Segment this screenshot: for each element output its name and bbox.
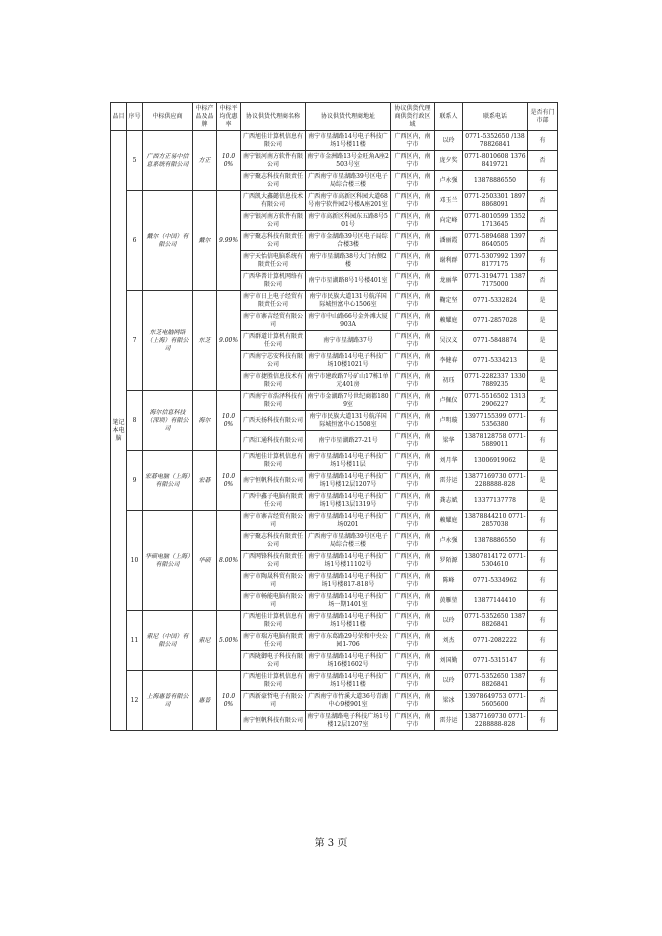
supply-region-cell: 广西区内，南宁市	[391, 711, 435, 731]
supply-region-cell: 广西区内，南宁市	[391, 471, 435, 491]
store-cell: 有	[528, 651, 558, 671]
supplier-cell: 东芝电脑网络（上海）有限公司	[143, 291, 193, 391]
agent-address-cell: 南宁市星湖路38号大门右侧2楼	[306, 251, 391, 271]
agent-address-cell: 广西南宁市星湖路39号区电子局综合楼三楼	[306, 171, 391, 191]
phone-cell: 0771-5334213	[463, 351, 528, 371]
supply-region-cell: 广西区内，南宁市	[391, 551, 435, 571]
agent-address-cell: 南宁市星湖路27-21号	[306, 431, 391, 451]
phone-cell: 13006919062	[463, 451, 528, 471]
phone-cell: 13878844210 0771-2857038	[463, 511, 528, 531]
supplier-cell: 上海惠普有限公司	[143, 671, 193, 731]
contact-cell: 卢永强	[435, 531, 463, 551]
brand-cell: 戴尔	[193, 191, 217, 291]
supply-region-cell: 广西区内，南宁市	[391, 651, 435, 671]
supply-region-cell: 广西区内，南宁市	[391, 231, 435, 251]
discount-cell: 9.99%	[217, 191, 241, 291]
header-cell: 协议供货代理商地址	[306, 103, 391, 131]
contact-cell: 雷芬运	[435, 471, 463, 491]
supplier-cell: 广西方正易中信息系统有限公司	[143, 131, 193, 191]
phone-cell: 13807814172 0771-5304610	[463, 551, 528, 571]
table-row	[111, 611, 558, 631]
contact-cell: 卢明璇	[435, 411, 463, 431]
agent-address-cell: 南宁市星湖路14号电子科技广场1号楼11楼	[306, 131, 391, 151]
header-row	[111, 103, 558, 131]
agent-address-cell: 南宁市星湖路37号	[306, 331, 391, 351]
store-cell: 是	[528, 351, 558, 371]
phone-cell: 0771-2503301 18978868091	[463, 191, 528, 211]
page-number: 第 3 页	[314, 838, 348, 849]
phone-cell: 0771-5315147	[463, 651, 528, 671]
contact-cell: 吴汉义	[435, 331, 463, 351]
supply-region-cell: 广西区内，南宁市	[391, 371, 435, 391]
supplier-cell: 戴尔（中国）有限公司	[143, 191, 193, 291]
store-cell: 无	[528, 391, 558, 411]
supply-region-cell: 广西区内，南宁市	[391, 211, 435, 231]
store-cell: 有	[528, 631, 558, 651]
supply-region-cell: 广西区内，南宁市	[391, 251, 435, 271]
store-cell: 是	[528, 331, 558, 351]
phone-cell: 0771-8010608 13768419721	[463, 151, 528, 171]
discount-cell: 10.00%	[217, 451, 241, 511]
agent-name-cell: 广西新豪哲电子有限公司	[241, 691, 306, 711]
store-cell: 否	[528, 231, 558, 251]
phone-cell: 0771-5352650 13878826841	[463, 671, 528, 691]
supply-region-cell: 广西区内，南宁市	[391, 271, 435, 291]
seq-cell: 11	[127, 611, 143, 671]
supplier-cell: 海尔信息科技（深圳）有限公司	[143, 391, 193, 451]
contact-cell: 罗陌源	[435, 551, 463, 571]
header-cell: 序号	[127, 103, 143, 131]
supply-region-cell: 广西区内，南宁市	[391, 491, 435, 511]
phone-cell: 0771-3194771 13877175000	[463, 271, 528, 291]
supply-region-cell: 广西区内，南宁市	[391, 531, 435, 551]
header-cell: 联系人	[435, 103, 463, 131]
agent-address-cell: 南宁市星湖路14号电子科技广场1号楼817-818号	[306, 571, 391, 591]
agent-address-cell: 南宁市建政路7号矿山17栋1单元401房	[306, 371, 391, 391]
supply-region-cell: 广西区内，南宁市	[391, 451, 435, 471]
store-cell: 有	[528, 671, 558, 691]
store-cell: 有	[528, 551, 558, 571]
agent-address-cell: 南宁市星湖路14号电子科技广场16楼1602号	[306, 651, 391, 671]
store-cell: 有	[528, 711, 558, 731]
supply-region-cell: 广西区内，南宁市	[391, 611, 435, 631]
supply-region-cell: 广西区内，南宁市	[391, 351, 435, 371]
contact-cell: 李健春	[435, 351, 463, 371]
agent-name-cell: 广西旭佳计算机信息有限公司	[241, 671, 306, 691]
supply-region-cell: 广西区内，南宁市	[391, 171, 435, 191]
agent-name-cell: 南宁聚志科技有限责任公司	[241, 171, 306, 191]
discount-cell: 10.00%	[217, 131, 241, 191]
store-cell: 是	[528, 471, 558, 491]
agent-address-cell: 南宁市星湖路14号电子科技广场0201	[306, 511, 391, 531]
store-cell: 否	[528, 211, 558, 231]
contact-cell: 以玲	[435, 131, 463, 151]
phone-cell: 0771-5848874	[463, 331, 528, 351]
header-cell: 中标产品及品牌	[193, 103, 217, 131]
seq-cell: 8	[127, 391, 143, 451]
agent-name-cell: 广西群道计算机有限责任公司	[241, 331, 306, 351]
supply-region-cell: 广西区内，南宁市	[391, 191, 435, 211]
agent-address-cell: 南宁市星湖路8号1号楼401室	[306, 271, 391, 291]
phone-cell: 0771-8010599 13521713645	[463, 211, 528, 231]
contact-cell: 卢佩仪	[435, 391, 463, 411]
agent-name-cell: 南宁市日上电子经贸有限责任公司	[241, 291, 306, 311]
phone-cell: 13877144410	[463, 591, 528, 611]
supply-region-cell: 广西区内，南宁市	[391, 571, 435, 591]
agent-address-cell: 南宁市高新区科园东五路8号501号	[306, 211, 391, 231]
agent-name-cell: 广西南宁市浩泽科技有限公司	[241, 391, 306, 411]
category-cell: 笔记本电脑	[111, 131, 127, 731]
phone-cell: 13977155399 0771-5356380	[463, 411, 528, 431]
contact-cell: 邓玉兰	[435, 191, 463, 211]
agent-name-cell: 广西江通科技有限公司	[241, 431, 306, 451]
contact-cell: 赖耀庭	[435, 311, 463, 331]
phone-cell: 0771-5352650 /13878826841	[463, 131, 528, 151]
contact-cell: 刘国勤	[435, 651, 463, 671]
table-body	[111, 131, 558, 731]
agent-address-cell: 南宁市民族大道131号航洋国际城恒富中心1508室	[306, 411, 391, 431]
header-cell: 协议供货代理商名称	[241, 103, 306, 131]
contact-cell: 鞠定坚	[435, 291, 463, 311]
agent-address-cell: 广西南宁市高新区科园大道68号南宁软件园2号楼A座201室	[306, 191, 391, 211]
store-cell: 是	[528, 311, 558, 331]
agent-name-cell: 广西天扬科技有限公司	[241, 411, 306, 431]
brand-cell: 方正	[193, 131, 217, 191]
seq-cell: 6	[127, 191, 143, 291]
phone-cell: 0771-5516502 13132906227	[463, 391, 528, 411]
table-row	[111, 451, 558, 471]
phone-cell: 0771-5307992 13978177175	[463, 251, 528, 271]
phone-cell: 0771-2857028	[463, 311, 528, 331]
header-cell: 是否有门市部	[528, 103, 558, 131]
agent-name-cell: 南宁市捷胜信息技术有限公司	[241, 371, 306, 391]
brand-cell: 海尔	[193, 391, 217, 451]
agent-name-cell: 南宁恒帆科技有限公司	[241, 471, 306, 491]
store-cell: 是	[528, 291, 558, 311]
agent-address-cell: 南宁市金湖路7号世纪商都1809室	[306, 391, 391, 411]
store-cell: 有	[528, 531, 558, 551]
brand-cell: 华硕	[193, 511, 217, 611]
supply-region-cell: 广西区内，南宁市	[391, 631, 435, 651]
supply-region-cell: 广西区内，南宁市	[391, 671, 435, 691]
agent-name-cell: 广西南宁芯安科技有限公司	[241, 351, 306, 371]
supplier-cell: 宏碁电脑（上海）有限公司	[143, 451, 193, 511]
supply-region-cell: 广西区内，南宁市	[391, 151, 435, 171]
store-cell: 有	[528, 611, 558, 631]
contact-cell: 黄雁堃	[435, 591, 463, 611]
store-cell: 有	[528, 171, 558, 191]
agent-name-cell: 广西中鑫子电脑有限责任公司	[241, 491, 306, 511]
discount-cell: 9.00%	[217, 291, 241, 391]
supply-region-cell: 广西区内，南宁市	[391, 691, 435, 711]
store-cell: 有	[528, 411, 558, 431]
supply-region-cell: 广西区内，南宁市	[391, 431, 435, 451]
supply-region-cell: 广西区内，南宁市	[391, 291, 435, 311]
agent-address-cell: 南宁市星湖路14号电子科技广场10楼1021号	[306, 351, 391, 371]
agent-table	[110, 102, 558, 731]
agent-name-cell: 南宁市寨吉经贸有限公司	[241, 511, 306, 531]
phone-cell: 13978649753 0771-5605600	[463, 691, 528, 711]
phone-cell: 0771-5894688 13978640505	[463, 231, 528, 251]
store-cell: 有	[528, 571, 558, 591]
store-cell: 有	[528, 131, 558, 151]
header-cell: 中标平均优惠率	[217, 103, 241, 131]
agent-address-cell: 南宁市星湖路14号电子科技广场1号楼12层1207号	[306, 471, 391, 491]
contact-cell: 谢利群	[435, 251, 463, 271]
agent-address-cell: 南宁市金湖路39号区电子局综合楼3楼	[306, 231, 391, 251]
contact-cell: 向定峰	[435, 211, 463, 231]
agent-name-cell: 广西旭佳计算机信息有限公司	[241, 611, 306, 631]
agent-address-cell: 南宁市星湖路14号电子科技广场一期1401室	[306, 591, 391, 611]
agent-address-cell: 南宁市东葛路29号荣和中央公园1-706	[306, 631, 391, 651]
agent-name-cell: 南宁恒帆科技有限公司	[241, 711, 306, 731]
contact-cell: 庞夕奖	[435, 151, 463, 171]
agent-name-cell: 南宁银河南方软件有限公司	[241, 151, 306, 171]
agent-name-cell: 广西陇御电子科技有限公司	[241, 651, 306, 671]
header-cell: 中标供应商	[143, 103, 193, 131]
store-cell: 否	[528, 271, 558, 291]
agent-address-cell: 南宁市金洲路13号金旺角A座2503号室	[306, 151, 391, 171]
supply-region-cell: 广西区内，南宁市	[391, 511, 435, 531]
store-cell: 是	[528, 491, 558, 511]
contact-cell: 卢永强	[435, 171, 463, 191]
table-row	[111, 291, 558, 311]
agent-address-cell: 广西南宁市竹溪大道36号青湖中心9楼901室	[306, 691, 391, 711]
phone-cell: 13877169730 0771-2288888-828	[463, 471, 528, 491]
seq-cell: 12	[127, 671, 143, 731]
contact-cell: 潘丽霞	[435, 231, 463, 251]
contact-cell: 梁华	[435, 431, 463, 451]
phone-cell: 13877169730 0771-2288888-828	[463, 711, 528, 731]
agent-name-cell: 南宁市陶晟科贸有限公司	[241, 571, 306, 591]
supply-region-cell: 广西区内，南宁市	[391, 391, 435, 411]
phone-cell: 0771-5334962	[463, 571, 528, 591]
phone-cell: 0771-2282337 13307889235	[463, 371, 528, 391]
agent-name-cell: 南宁市瑞方电脑有限责任公司	[241, 631, 306, 651]
agent-name-cell: 南宁市寨吉经贸有限公司	[241, 311, 306, 331]
contact-cell: 龚志斌	[435, 491, 463, 511]
table-row	[111, 391, 558, 411]
agent-name-cell: 南宁天怡信电脑系统有限责任公司	[241, 251, 306, 271]
supplier-cell: 华硕电脑（上海）有限公司	[143, 511, 193, 611]
agent-address-cell: 南宁市星湖路14号电子科技广场1号楼11102号	[306, 551, 391, 571]
agent-name-cell: 广西旭佳计算机信息有限公司	[241, 451, 306, 471]
table-row	[111, 191, 558, 211]
phone-cell: 13878128758 0771-5889011	[463, 431, 528, 451]
brand-cell: 东芝	[193, 291, 217, 391]
agent-address-cell: 南宁市中山路66号金外滩大厦903A	[306, 311, 391, 331]
supply-region-cell: 广西区内，南宁市	[391, 131, 435, 151]
brand-cell: 索尼	[193, 611, 217, 671]
contact-cell: 龙丽华	[435, 271, 463, 291]
supply-region-cell: 广西区内，南宁市	[391, 591, 435, 611]
discount-cell: 8.00%	[217, 511, 241, 611]
discount-cell: 5.00%	[217, 611, 241, 671]
contact-cell: 以玲	[435, 671, 463, 691]
agent-address-cell: 南宁市星湖路14号电子科技广场1号楼13层1319号	[306, 491, 391, 511]
seq-cell: 10	[127, 511, 143, 611]
agent-address-cell: 南宁市民族大道131号航洋国际城恒富中心1506室	[306, 291, 391, 311]
agent-name-cell: 南宁市畅能电脑有限公司	[241, 591, 306, 611]
phone-cell: 0771-5352650 13878826841	[463, 611, 528, 631]
store-cell: 是	[528, 451, 558, 471]
contact-cell: 陈峰	[435, 571, 463, 591]
contact-cell: 初珏	[435, 371, 463, 391]
phone-cell: 13878886550	[463, 531, 528, 551]
header-cell: 品目	[111, 103, 127, 131]
table-row	[111, 511, 558, 531]
supply-region-cell: 广西区内，南宁市	[391, 311, 435, 331]
phone-cell: 13377137778	[463, 491, 528, 511]
seq-cell: 9	[127, 451, 143, 511]
agent-name-cell: 广西旭佳计算机信息有限公司	[241, 131, 306, 151]
store-cell: 有	[528, 431, 558, 451]
contact-cell: 以玲	[435, 611, 463, 631]
brand-cell: 宏碁	[193, 451, 217, 511]
contact-cell: 赖耀庭	[435, 511, 463, 531]
contact-cell: 雷芬运	[435, 711, 463, 731]
store-cell: 否	[528, 191, 558, 211]
phone-cell: 13878886550	[463, 171, 528, 191]
table-row	[111, 131, 558, 151]
contact-cell: 梁冰	[435, 691, 463, 711]
seq-cell: 5	[127, 131, 143, 191]
agent-name-cell: 广西华普计算机网络有限公司	[241, 271, 306, 291]
agent-address-cell: 广西南宁市星湖路39号区电子局综合楼三楼	[306, 531, 391, 551]
discount-cell: 10.00%	[217, 671, 241, 731]
header-cell: 协议供货代理商供货行政区域	[391, 103, 435, 131]
agent-name-cell: 广西凯大鑫懿信息技术有限公司	[241, 191, 306, 211]
agent-name-cell: 南宁聚志科技有限责任公司	[241, 531, 306, 551]
agent-address-cell: 南宁市星湖路14号电子科技广场1号楼11层	[306, 451, 391, 471]
store-cell: 否	[528, 691, 558, 711]
store-cell: 有	[528, 511, 558, 531]
contact-cell: 刘月华	[435, 451, 463, 471]
header-cell: 联系电话	[463, 103, 528, 131]
phone-cell: 0771-5332824	[463, 291, 528, 311]
agent-address-cell: 南宁市星湖路14号电子科技广场1号楼11楼	[306, 671, 391, 691]
agent-address-cell: 南宁市星湖路14号电子科技广场1号楼11楼	[306, 611, 391, 631]
agent-name-cell: 南宁聚志科技有限责任公司	[241, 231, 306, 251]
supply-region-cell: 广西区内，南宁市	[391, 331, 435, 351]
store-cell: 有	[528, 251, 558, 271]
phone-cell: 0771-2082222	[463, 631, 528, 651]
store-cell: 有	[528, 591, 558, 611]
store-cell: 是	[528, 371, 558, 391]
supply-region-cell: 广西区内，南宁市	[391, 411, 435, 431]
brand-cell: 惠普	[193, 671, 217, 731]
agent-name-cell: 广西网锋科技有限责任公司	[241, 551, 306, 571]
table-row	[111, 671, 558, 691]
agent-address-cell: 南宁市星湖路电子科技广场1号楼12层1207室	[306, 711, 391, 731]
discount-cell: 10.00%	[217, 391, 241, 451]
contact-cell: 刘杰	[435, 631, 463, 651]
agent-name-cell: 南宁银河南方软件有限公司	[241, 211, 306, 231]
seq-cell: 7	[127, 291, 143, 391]
store-cell: 否	[528, 151, 558, 171]
supplier-cell: 索尼（中国）有限公司	[143, 611, 193, 671]
